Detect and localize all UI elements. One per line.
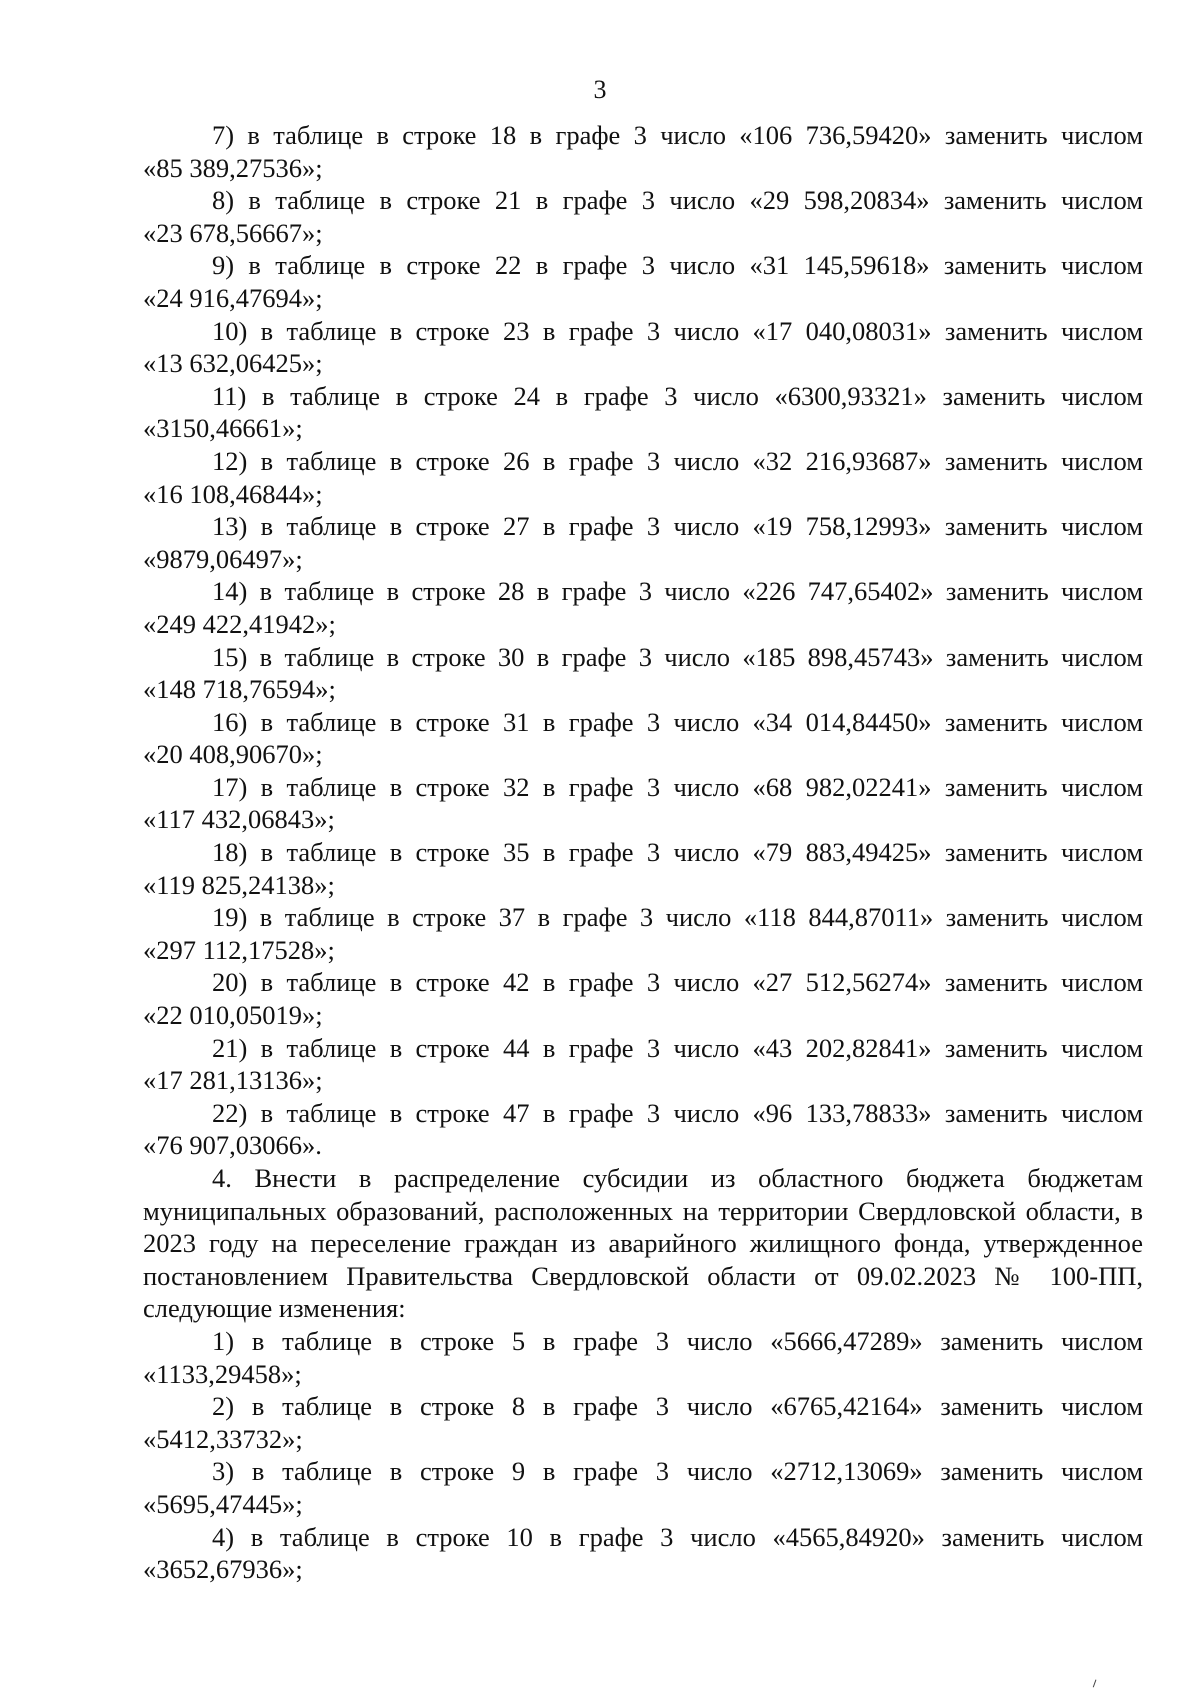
amendment-item [143,1521,1143,1586]
amendment-item [143,771,1143,836]
amendment-new-value: «5695,47445»; [143,1488,303,1519]
page-number: 3 [593,75,607,104]
amendment-new-value: «3652,67936»; [143,1554,303,1585]
amendment-item [143,1325,1143,1390]
amendment-line: 3) в таблице в строке 9 в графе 3 число «2712,13069» заменить числом [212,1456,1143,1487]
amendment-line: 18) в таблице в строке 35 в графе 3 число «79 883,49425» заменить числом [212,837,1143,868]
amendment-item [143,641,1143,706]
amendment-line: 4) в таблице в строке 10 в графе 3 число «4565,84920» заменить числом [212,1521,1143,1552]
amendment-line: 15) в таблице в строке 30 в графе 3 число «185 898,45743» заменить числом [212,641,1143,672]
document-body [143,119,1143,1586]
amendment-new-value: «9879,06497»; [143,543,303,574]
amendment-item [143,445,1143,510]
amendment-line: 11) в таблице в строке 24 в графе 3 число «6300,93321» заменить числом [212,380,1143,411]
amendment-new-value: «117 432,06843»; [143,804,335,835]
section-4-paragraph: 4. Внести в распределение субсидии из областного бюджета бюджетам муниципальных образований, расположенных на территории Свердловской области, в 2023 году на переселение граждан из аварийного жилищного фонда, утвержденное постановлением Правительства Свердловской области от 09.02.2023 № 100-ПП, следующие изменения: [143,1163,1143,1324]
amendment-line: 20) в таблице в строке 42 в графе 3 число «27 512,56274» заменить числом [212,967,1143,998]
scan-mark [1093,1680,1099,1689]
amendment-item [143,1032,1143,1097]
amendment-item [143,1390,1143,1455]
amendment-line: 9) в таблице в строке 22 в графе 3 число «31 145,59618» заменить числом [212,250,1143,281]
amendment-new-value: «76 907,03066». [143,1130,322,1161]
amendment-line: 16) в таблице в строке 31 в графе 3 число «34 014,84450» заменить числом [212,706,1143,737]
amendment-new-value: «13 632,06425»; [143,348,323,379]
amendment-item [143,836,1143,901]
amendment-new-value: «1133,29458»; [143,1358,302,1389]
amendment-new-value: «297 112,17528»; [143,934,335,965]
amendment-line: 10) в таблице в строке 23 в графе 3 число «17 040,08031» заменить числом [212,315,1143,346]
amendment-list-1 [143,119,1143,1162]
amendment-item [143,380,1143,445]
amendment-line: 8) в таблице в строке 21 в графе 3 число «29 598,20834» заменить числом [212,185,1143,216]
amendment-item [143,184,1143,249]
amendment-line: 21) в таблице в строке 44 в графе 3 число «43 202,82841» заменить числом [212,1032,1143,1063]
amendment-item [143,249,1143,314]
amendment-item [143,901,1143,966]
amendment-new-value: «85 389,27536»; [143,152,323,183]
amendment-item [143,119,1143,184]
amendment-new-value: «22 010,05019»; [143,1000,323,1031]
amendment-new-value: «16 108,46844»; [143,478,323,509]
amendment-item [143,966,1143,1031]
amendment-item [143,1097,1143,1162]
amendment-item [143,706,1143,771]
amendment-line: 14) в таблице в строке 28 в графе 3 число «226 747,65402» заменить числом [212,576,1143,607]
amendment-item [143,510,1143,575]
amendment-new-value: «23 678,56667»; [143,217,323,248]
amendment-new-value: «5412,33732»; [143,1423,303,1454]
amendment-new-value: «3150,46661»; [143,413,303,444]
amendment-line: 17) в таблице в строке 32 в графе 3 число «68 982,02241» заменить числом [212,771,1143,802]
amendment-new-value: «17 281,13136»; [143,1065,323,1096]
amendment-new-value: «20 408,90670»; [143,739,323,770]
amendment-new-value: «249 422,41942»; [143,608,336,639]
amendment-list-2 [143,1325,1143,1586]
amendment-new-value: «148 718,76594»; [143,674,336,705]
amendment-new-value: «119 825,24138»; [143,869,335,900]
amendment-item [143,1455,1143,1520]
amendment-line: 7) в таблице в строке 18 в графе 3 число «106 736,59420» заменить числом [212,120,1143,150]
amendment-item [143,315,1143,380]
amendment-line: 13) в таблице в строке 27 в графе 3 число «19 758,12993» заменить числом [212,511,1143,542]
amendment-line: 19) в таблице в строке 37 в графе 3 число «118 844,87011» заменить числом [212,902,1143,933]
amendment-item [143,575,1143,640]
amendment-line: 22) в таблице в строке 47 в графе 3 число «96 133,78833» заменить числом [212,1097,1143,1128]
amendment-line: 1) в таблице в строке 5 в графе 3 число «5666,47289» заменить числом [212,1325,1143,1356]
amendment-line: 2) в таблице в строке 8 в графе 3 число «6765,42164» заменить числом [212,1391,1143,1422]
amendment-new-value: «24 916,47694»; [143,282,323,313]
amendment-line: 12) в таблице в строке 26 в графе 3 число «32 216,93687» заменить числом [212,445,1143,476]
